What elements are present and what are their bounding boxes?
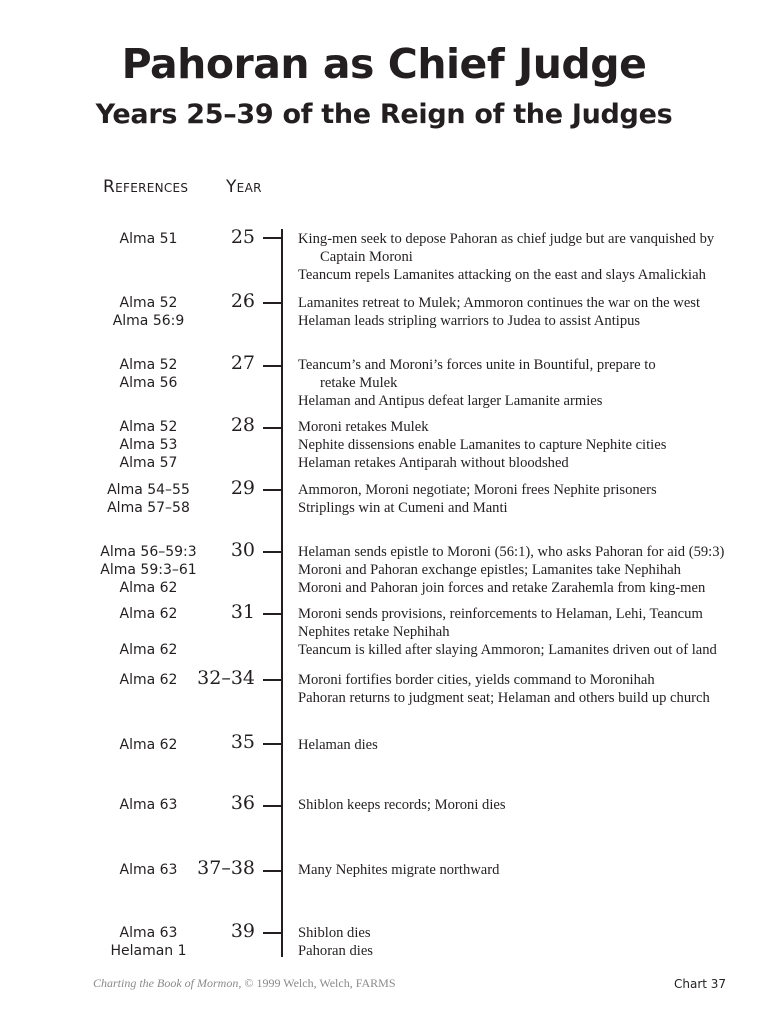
events-35 xyxy=(298,736,748,754)
event-line: Helaman leads stripling warriors to Judea to assist Antipus xyxy=(298,313,641,329)
year-column-header: Year xyxy=(226,177,262,197)
footer-citation xyxy=(93,976,396,991)
event-line: Teancum repels Lamanites attacking on the east and slays Amalickiah xyxy=(298,267,706,283)
references-37-38 xyxy=(95,861,202,879)
page-subtitle: Years 25–39 of the Reign of the Judges xyxy=(95,99,673,130)
event-line: Pahoran dies xyxy=(298,943,373,959)
footer-book-title: Charting the Book of Mormon, xyxy=(93,976,242,990)
year-tick-35 xyxy=(263,743,282,745)
reference-label: Alma 59:3–61 xyxy=(100,562,197,578)
event-line: Nephites retake Nephihah xyxy=(298,624,450,640)
event-line: Many Nephites migrate northward xyxy=(298,862,500,878)
reference-label: Alma 62 xyxy=(119,642,178,658)
event-line: retake Mulek xyxy=(320,375,398,391)
year-tick-39 xyxy=(263,932,282,934)
reference-label xyxy=(95,623,202,641)
events-32-34 xyxy=(298,671,748,707)
reference-label: Alma 52 xyxy=(119,357,178,373)
references-30 xyxy=(95,543,202,597)
events-26 xyxy=(298,294,748,330)
reference-label: Alma 56:9 xyxy=(112,313,185,329)
year-tick-36 xyxy=(263,805,282,807)
footer-credit: © 1999 Welch, Welch, FARMS xyxy=(241,976,396,990)
reference-label: Alma 62 xyxy=(119,672,178,688)
year-tick-27 xyxy=(263,365,282,367)
references-31 xyxy=(95,605,202,659)
event-line: Moroni and Pahoran join forces and retake Zarahemla from king-men xyxy=(298,580,706,596)
timeline-axis xyxy=(281,229,283,957)
year-label-25: 25 xyxy=(230,226,255,248)
reference-label: Alma 57–58 xyxy=(107,500,190,516)
reference-label: Alma 56–59:3 xyxy=(100,544,197,560)
references-39 xyxy=(95,924,202,960)
references-25 xyxy=(95,230,202,248)
references-26 xyxy=(95,294,202,330)
event-line: Lamanites retreat to Mulek; Ammoron continues the war on the west xyxy=(298,295,701,311)
event-line: Helaman and Antipus defeat larger Lamanite armies xyxy=(298,393,603,409)
reference-label: Alma 63 xyxy=(119,797,178,813)
reference-label: Alma 52 xyxy=(119,419,178,435)
reference-label: Alma 62 xyxy=(119,606,178,622)
events-27 xyxy=(298,356,748,410)
events-39 xyxy=(298,924,748,960)
reference-label: Alma 53 xyxy=(119,437,178,453)
year-label-39: 39 xyxy=(230,920,255,942)
event-line: Moroni retakes Mulek xyxy=(298,419,429,435)
references-29 xyxy=(95,481,202,517)
event-line: Helaman dies xyxy=(298,737,378,753)
events-36 xyxy=(298,796,748,814)
year-label-32-34: 32–34 xyxy=(197,667,255,689)
reference-label: Alma 56 xyxy=(119,375,178,391)
year-tick-32-34 xyxy=(263,679,282,681)
references-32-34 xyxy=(95,671,202,689)
year-tick-26 xyxy=(263,302,282,304)
year-tick-25 xyxy=(263,237,282,239)
events-25 xyxy=(298,230,748,284)
reference-label: Alma 54–55 xyxy=(107,482,190,498)
event-line: Striplings win at Cumeni and Manti xyxy=(298,500,508,516)
year-label-36: 36 xyxy=(230,792,255,814)
event-line: Pahoran returns to judgment seat; Helaman and others build up church xyxy=(298,690,710,706)
reference-label: Alma 52 xyxy=(119,295,178,311)
event-line: Moroni sends provisions, reinforcements to Helaman, Lehi, Teancum xyxy=(298,606,703,622)
events-37-38 xyxy=(298,861,748,879)
events-29 xyxy=(298,481,748,517)
year-label-29: 29 xyxy=(230,477,255,499)
event-line: Moroni fortifies border cities, yields command to Moronihah xyxy=(298,672,655,688)
event-line: Teancum is killed after slaying Ammoron; Lamanites driven out of land xyxy=(298,642,717,658)
reference-label: Alma 63 xyxy=(119,862,178,878)
year-tick-28 xyxy=(263,427,282,429)
reference-label: Helaman 1 xyxy=(110,943,187,959)
event-line: Nephite dissensions enable Lamanites to capture Nephite cities xyxy=(298,437,667,453)
event-line: Shiblon keeps records; Moroni dies xyxy=(298,797,506,813)
event-line: Teancum’s and Moroni’s forces unite in Bountiful, prepare to xyxy=(298,357,656,373)
year-tick-37-38 xyxy=(263,870,282,872)
references-35 xyxy=(95,736,202,754)
chart-number: Chart 37 xyxy=(674,977,727,991)
event-line: King-men seek to depose Pahoran as chief judge but are vanquished by xyxy=(298,231,715,247)
year-label-31: 31 xyxy=(230,601,255,623)
events-30 xyxy=(298,543,748,597)
year-label-35: 35 xyxy=(230,731,255,753)
reference-label: Alma 57 xyxy=(119,455,178,471)
events-28 xyxy=(298,418,748,472)
year-tick-29 xyxy=(263,489,282,491)
event-line: Shiblon dies xyxy=(298,925,371,941)
page-title: Pahoran as Chief Judge xyxy=(121,40,647,88)
year-label-28: 28 xyxy=(230,414,255,436)
year-tick-30 xyxy=(263,551,282,553)
events-31 xyxy=(298,605,748,659)
year-label-26: 26 xyxy=(230,290,255,312)
event-line: Helaman retakes Antiparah without bloodshed xyxy=(298,455,569,471)
references-36 xyxy=(95,796,202,814)
year-tick-31 xyxy=(263,613,282,615)
reference-label: Alma 62 xyxy=(119,580,178,596)
reference-label: Alma 51 xyxy=(119,231,178,247)
event-line: Captain Moroni xyxy=(320,249,413,265)
reference-label: Alma 62 xyxy=(119,737,178,753)
event-line: Ammoron, Moroni negotiate; Moroni frees Nephite prisoners xyxy=(298,482,657,498)
event-line: Helaman sends epistle to Moroni (56:1), who asks Pahoran for aid (59:3) xyxy=(298,544,725,560)
references-27 xyxy=(95,356,202,392)
event-line: Moroni and Pahoran exchange epistles; Lamanites take Nephihah xyxy=(298,562,681,578)
year-label-30: 30 xyxy=(230,539,255,561)
year-label-37-38: 37–38 xyxy=(197,857,255,879)
references-28 xyxy=(95,418,202,472)
reference-label: Alma 63 xyxy=(119,925,178,941)
year-label-27: 27 xyxy=(230,352,255,374)
references-column-header: References xyxy=(103,177,189,197)
